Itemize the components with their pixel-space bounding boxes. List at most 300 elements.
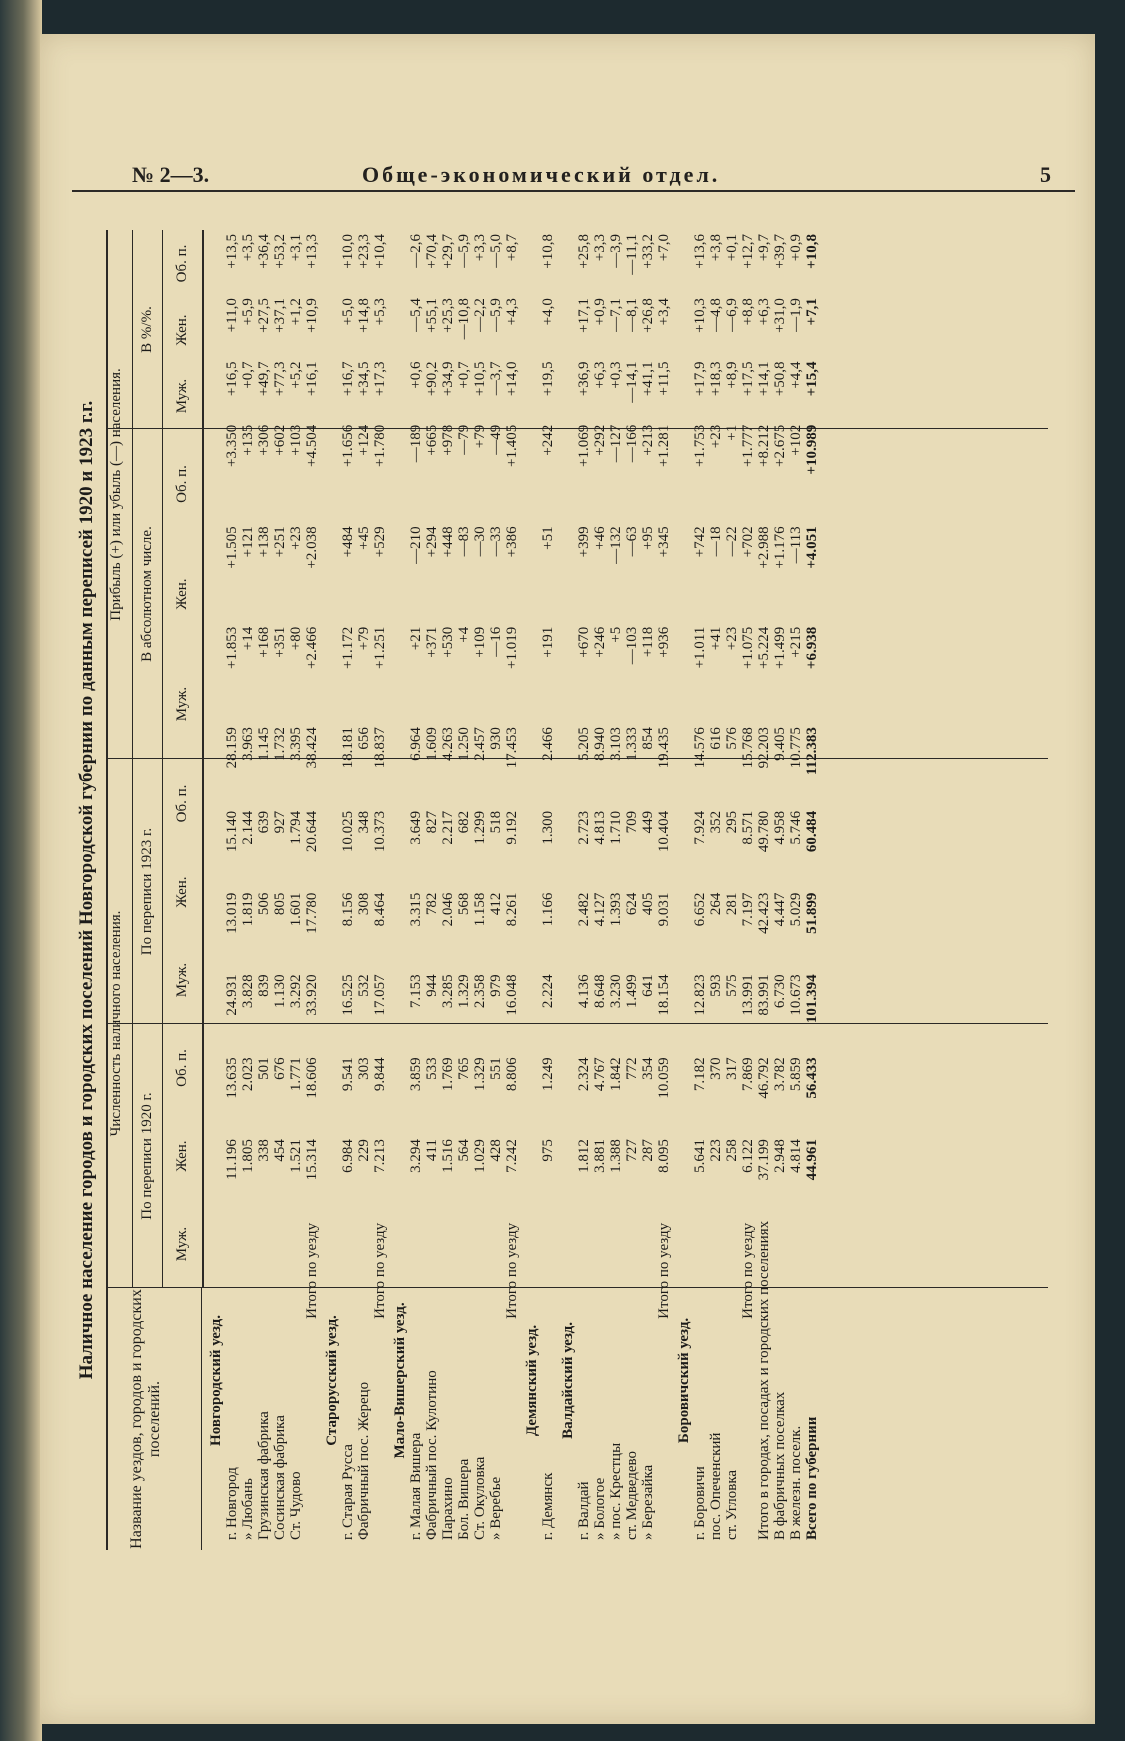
cell-value: +27,5 (256, 298, 272, 333)
cell-value: +4,4 (788, 361, 804, 389)
cell-value: +17,5 (740, 361, 756, 397)
table-row (288, 230, 304, 1550)
cell-value: +23 (288, 526, 304, 550)
cell-value: 7.182 (692, 1057, 708, 1092)
cell-value: +23,3 (356, 234, 372, 269)
cell-value: 1.609 (424, 727, 440, 761)
table-row (804, 230, 820, 1550)
cell-value: 1.300 (540, 810, 556, 845)
cell-value: 352 (708, 810, 724, 834)
cell-value: 765 (456, 1057, 472, 1080)
cell-value: +8,7 (504, 234, 520, 262)
cell-value: —5,9 (456, 234, 472, 268)
cell-value: 354 (640, 1057, 656, 1080)
sub-header: Жен. (162, 848, 204, 936)
cell-value: 3.649 (408, 810, 424, 845)
cell-value: 49.780 (756, 810, 772, 853)
cell-value: +1 (724, 424, 740, 441)
cell-value: 1.516 (440, 1139, 456, 1173)
cell-value: +1.011 (692, 626, 708, 669)
cell-value: 83.991 (756, 974, 772, 1016)
cell-value: +10,0 (340, 234, 356, 269)
cell-value: 18.606 (304, 1057, 320, 1099)
cell-value: —3,9 (608, 234, 624, 268)
cell-value: 42.423 (756, 892, 772, 934)
sub-header: Об. п. (162, 230, 204, 297)
cell-value: +10,5 (472, 361, 488, 397)
cell-value: 281 (724, 892, 740, 916)
cell-value: 1.250 (456, 727, 472, 761)
cell-value: +53,2 (272, 234, 288, 269)
table-row (204, 230, 224, 1550)
cell-value: +742 (692, 526, 708, 558)
cell-value: +18,3 (708, 361, 724, 397)
cell-value: 3.828 (240, 974, 256, 1009)
cell-value: 576 (724, 727, 740, 750)
table-row (372, 230, 388, 1550)
department-title: Обще-экономический отдел. (362, 162, 721, 187)
table-row (320, 230, 340, 1550)
cell-value: +10,8 (804, 234, 820, 269)
table-row (456, 230, 472, 1550)
cell-value: 1.812 (576, 1139, 592, 1173)
cell-value: 8.571 (740, 810, 756, 845)
cell-value: +2.038 (304, 526, 320, 569)
cell-value: 727 (624, 1139, 640, 1162)
cell-value: 15.768 (740, 727, 756, 769)
cell-value: 370 (708, 1057, 724, 1080)
cell-value: 9.192 (504, 810, 520, 845)
sub-header: Жен. (162, 297, 204, 363)
cell-value: 1.158 (472, 892, 488, 927)
cell-value: +4,0 (540, 298, 556, 326)
cell-value: +8,8 (740, 298, 756, 326)
cell-value: +36,9 (576, 361, 592, 397)
cell-value: —6,9 (724, 298, 740, 332)
table-row (672, 230, 692, 1550)
cell-value: 2.948 (772, 1139, 788, 1173)
cell-value: +936 (656, 626, 672, 658)
table-row (272, 230, 288, 1550)
cell-value: —11,1 (624, 234, 640, 275)
cell-value: 51.899 (804, 892, 820, 934)
cell-value: +1.019 (504, 626, 520, 669)
cell-value: +7,1 (804, 298, 820, 326)
row-label: Фабричный пос. Кулотино (424, 1370, 440, 1540)
cell-value: 18.154 (656, 974, 672, 1016)
cell-value: +1.281 (656, 424, 672, 467)
cell-value: 13.635 (224, 1057, 240, 1099)
cell-value: +70,4 (424, 234, 440, 269)
cell-value: 6.984 (340, 1139, 356, 1173)
cell-value: —30 (472, 526, 488, 557)
cell-value: 3.292 (288, 974, 304, 1009)
cell-value: 1.732 (272, 727, 288, 761)
cell-value: —63 (624, 526, 640, 557)
cell-value: 4.767 (592, 1057, 608, 1092)
cell-value: 532 (356, 974, 372, 997)
cell-value: +7,0 (656, 234, 672, 262)
row-label: Итого по уезду (304, 1222, 320, 1319)
row-label: Парахино (440, 1477, 456, 1540)
table-row (656, 230, 672, 1550)
table-row (772, 230, 788, 1550)
page-header (72, 134, 1075, 192)
cell-value: 92.203 (756, 727, 772, 769)
cell-value: +95 (640, 526, 656, 550)
cell-value: +41 (708, 626, 724, 651)
cell-value: 10.059 (656, 1057, 672, 1099)
cell-value: +5.224 (756, 626, 772, 669)
page (40, 34, 1095, 1724)
cell-value: 1.329 (456, 974, 472, 1009)
cell-value: +1.499 (772, 626, 788, 669)
cell-value: +5,0 (340, 298, 356, 326)
cell-value: 2.324 (576, 1057, 592, 1092)
cell-value: 616 (708, 727, 724, 750)
cell-value: 3.963 (240, 727, 256, 761)
cell-value: 15.140 (224, 810, 240, 853)
cell-value: 506 (256, 892, 272, 916)
cell-value: 6.730 (772, 974, 788, 1009)
cell-value: +0,7 (456, 361, 472, 389)
change-group-header: Прибыль (+) или убыль (—) населения. (108, 230, 133, 759)
cell-value: 7.869 (740, 1057, 756, 1092)
table-row (556, 230, 576, 1550)
cell-value: 4.136 (576, 974, 592, 1009)
cell-value: 1.521 (288, 1139, 304, 1173)
cell-value: —113 (788, 526, 804, 564)
cell-value: 317 (724, 1057, 740, 1080)
cell-value: +448 (440, 526, 456, 558)
table-row (224, 230, 240, 1550)
cell-value: 1.145 (256, 727, 272, 761)
data-table (204, 230, 820, 1550)
cell-value: 38.424 (304, 727, 320, 769)
cell-value: 12.823 (692, 974, 708, 1016)
cell-value: +246 (592, 626, 608, 658)
cell-value: —16 (488, 626, 504, 657)
row-label: » пос. Крестцы (608, 1442, 624, 1540)
section-heading: Демянский уезд. (524, 1324, 540, 1437)
cell-value: +33,2 (640, 234, 656, 269)
cell-value: +10,3 (692, 298, 708, 333)
cell-value: +1,2 (288, 298, 304, 326)
cell-value: +39,7 (772, 234, 788, 269)
cell-value: +46 (592, 526, 608, 550)
cell-value: 18.837 (372, 727, 388, 769)
cell-value: 428 (488, 1139, 504, 1162)
cell-value: 56.433 (804, 1057, 820, 1099)
cell-value: —33 (488, 526, 504, 557)
cell-value: +118 (640, 626, 656, 658)
table-row (756, 230, 772, 1550)
cell-value: +1.505 (224, 526, 240, 569)
cell-value: +14 (240, 626, 256, 651)
section-heading: Новгородский уезд. (208, 1314, 224, 1446)
cell-value: 10.373 (372, 810, 388, 853)
cell-value: 1.499 (624, 974, 640, 1009)
cell-value: +215 (788, 626, 804, 658)
sub-header: Муж. (162, 363, 204, 429)
cell-value: +5,2 (288, 361, 304, 389)
cell-value: 568 (456, 892, 472, 916)
cell-value: 1.710 (608, 810, 624, 845)
cell-value: +6.938 (804, 626, 820, 670)
cell-value: 14.576 (692, 727, 708, 769)
cell-value: 8.940 (592, 727, 608, 761)
table-title: Наличное население городов и городских поселений Новгородской губернии по данным переписей 1920 и 1923 г.г. (68, 230, 108, 1550)
cell-value: 348 (356, 810, 372, 834)
cell-value: 5.641 (692, 1139, 708, 1173)
cell-value: 979 (488, 974, 504, 997)
cell-value: +292 (592, 424, 608, 456)
cell-value: +4.051 (804, 526, 820, 569)
cell-value: +386 (504, 526, 520, 558)
table-row (440, 230, 456, 1550)
cell-value: 7.242 (504, 1139, 520, 1173)
cell-value: +50,8 (772, 361, 788, 397)
cell-value: —166 (624, 424, 640, 463)
cell-value: +16,1 (304, 361, 320, 397)
cell-value: +14,1 (756, 361, 772, 397)
cell-value: 1.166 (540, 892, 556, 927)
cell-value: 8.648 (592, 974, 608, 1009)
cell-value: 20.644 (304, 810, 320, 853)
cell-value: +670 (576, 626, 592, 658)
cell-value: +49,7 (256, 361, 272, 397)
cell-value: 551 (488, 1057, 504, 1080)
table-row (424, 230, 440, 1550)
cell-value: +8.212 (756, 424, 772, 467)
cell-value: +665 (424, 424, 440, 456)
table-row (576, 230, 592, 1550)
cell-value: 593 (708, 974, 724, 997)
cell-value: 1.771 (288, 1057, 304, 1092)
row-label: » Любань (240, 1478, 256, 1540)
cell-value: 37.199 (756, 1139, 772, 1181)
cell-value: +25,8 (576, 234, 592, 269)
cell-value: +29,7 (440, 234, 456, 269)
cell-value: 4.958 (772, 810, 788, 845)
cell-value: 2.046 (440, 892, 456, 927)
cell-value: +3,1 (288, 234, 304, 262)
row-label: Ст. Окуловка (472, 1456, 488, 1540)
cell-value: 639 (256, 810, 272, 834)
cell-value: +138 (256, 526, 272, 558)
cell-value: 927 (272, 810, 288, 834)
sub-header: Об. п. (162, 759, 204, 848)
cell-value: +79 (356, 626, 372, 651)
cell-value: +3,3 (472, 234, 488, 262)
cell-value: +31,0 (772, 298, 788, 333)
cell-value: 2.358 (472, 974, 488, 1009)
cell-value: 46.792 (756, 1057, 772, 1099)
cell-value: 9.031 (656, 892, 672, 927)
table-row (608, 230, 624, 1550)
cell-value: +294 (424, 526, 440, 558)
cell-value: 15.314 (304, 1139, 320, 1181)
cell-value: +109 (472, 626, 488, 658)
cell-value: —10,8 (456, 298, 472, 340)
cell-value: 24.931 (224, 974, 240, 1016)
row-label: Всего по губернии (804, 1416, 820, 1540)
cell-value: +19,5 (540, 361, 556, 397)
cell-value: +80 (288, 626, 304, 651)
cell-value: 338 (256, 1139, 272, 1162)
cell-value: 3.285 (440, 974, 456, 1009)
cell-value: —4,8 (708, 298, 724, 332)
cell-value: 8.156 (340, 892, 356, 927)
row-label: Итого по уезду (656, 1222, 672, 1319)
sub-header: Жен. (162, 539, 204, 649)
row-label: пос. Опеченский (708, 1432, 724, 1540)
cell-value: +3,5 (240, 234, 256, 262)
cell-value: 3.103 (608, 727, 624, 761)
issue-number: № 2—3. (132, 162, 210, 187)
cell-value: 1.299 (472, 810, 488, 845)
cell-value: +0,3 (608, 361, 624, 389)
cell-value: —132 (608, 526, 624, 564)
sub-header: Жен. (162, 1112, 204, 1200)
census-1920-header: По переписи 1920 г. (132, 1024, 163, 1288)
cell-value: +529 (372, 526, 388, 558)
cell-value: +13,6 (692, 234, 708, 269)
cell-value: 303 (356, 1057, 372, 1080)
cell-value: 1.249 (540, 1057, 556, 1092)
cell-value: 676 (272, 1057, 288, 1080)
cell-value: —189 (408, 424, 424, 463)
cell-value: +484 (340, 526, 356, 558)
cell-value: +102 (788, 424, 804, 456)
cell-value: —7,1 (608, 298, 624, 332)
absolute-header: В абсолютном числе. (132, 429, 163, 759)
cell-value: —14,1 (624, 361, 640, 403)
row-label: г. Боровичи (692, 1466, 708, 1540)
cell-value: +51 (540, 526, 556, 550)
cell-value: 7.153 (408, 974, 424, 1009)
table-row (540, 230, 556, 1550)
row-label: Фабричный пос. Жерецо (356, 1381, 372, 1540)
cell-value: +34,9 (440, 361, 456, 397)
cell-value: 28.159 (224, 727, 240, 769)
cell-value: +1.176 (772, 526, 788, 569)
cell-value: 4.814 (788, 1139, 804, 1173)
section-heading: Боровичский уезд. (676, 1317, 692, 1444)
cell-value: 3.395 (288, 727, 304, 761)
cell-value: —2,6 (408, 234, 424, 268)
cell-value: 2.217 (440, 810, 456, 845)
cell-value: 11.196 (224, 1139, 240, 1180)
cell-value: 533 (424, 1057, 440, 1080)
cell-value: +1.075 (740, 626, 756, 669)
section-heading: Мало-Вишерский уезд. (392, 1302, 408, 1459)
cell-value: +3,3 (592, 234, 608, 262)
cell-value: 1.769 (440, 1057, 456, 1092)
cell-value: 449 (640, 810, 656, 834)
cell-value: +351 (272, 626, 288, 658)
row-label: Грузинская фабрика (256, 1411, 272, 1540)
cell-value: 8.261 (504, 892, 520, 927)
cell-value: +13,3 (304, 234, 320, 269)
cell-value: —5,0 (488, 234, 504, 268)
cell-value: 16.048 (504, 974, 520, 1016)
table-row (488, 230, 504, 1550)
cell-value: 4.263 (440, 727, 456, 761)
row-label: В фабричных поселках (772, 1391, 788, 1540)
cell-value: +242 (540, 424, 556, 456)
table-row (640, 230, 656, 1550)
book-binding (0, 0, 42, 1741)
cell-value: 5.859 (788, 1057, 804, 1092)
cell-value: 454 (272, 1139, 288, 1162)
cell-value: 2.466 (540, 727, 556, 761)
cell-value: —22 (724, 526, 740, 557)
cell-value: +1.853 (224, 626, 240, 669)
cell-value: +168 (256, 626, 272, 658)
cell-value: 264 (708, 892, 724, 916)
cell-value: 33.920 (304, 974, 320, 1016)
row-label: Итого по уезду (504, 1222, 520, 1319)
cell-value: 2.457 (472, 727, 488, 761)
cell-value: 13.991 (740, 974, 756, 1016)
cell-value: +1.172 (340, 626, 356, 669)
table-row (708, 230, 724, 1550)
cell-value: 5.205 (576, 727, 592, 761)
rotated-table (68, 230, 1058, 1550)
row-label: Бол. Вишера (456, 1458, 472, 1540)
cell-value: 10.025 (340, 810, 356, 853)
cell-value: 3.294 (408, 1139, 424, 1173)
cell-value: 3.315 (408, 892, 424, 927)
cell-value: +13,5 (224, 234, 240, 269)
cell-value: +21 (408, 626, 424, 651)
cell-value: +9,7 (756, 234, 772, 262)
table-row (388, 230, 408, 1550)
cell-value: +11,0 (224, 298, 240, 333)
cell-value: 839 (256, 974, 272, 997)
cell-value: 2.144 (240, 810, 256, 845)
cell-value: 8.806 (504, 1057, 520, 1092)
cell-value: +1.753 (692, 424, 708, 467)
table-row (740, 230, 756, 1550)
table-row (408, 230, 424, 1550)
table-row (724, 230, 740, 1550)
table-row (240, 230, 256, 1550)
cell-value: 2.224 (540, 974, 556, 1009)
table-row (692, 230, 708, 1550)
cell-value: 19.435 (656, 727, 672, 769)
row-label: г. Демянск (540, 1472, 556, 1540)
cell-value: +45 (356, 526, 372, 550)
cell-value: 3.230 (608, 974, 624, 1009)
row-label: Сосинская фабрика (272, 1415, 288, 1540)
cell-value: +5 (608, 626, 624, 643)
cell-value: +1.251 (372, 626, 388, 669)
cell-value: 1.029 (472, 1139, 488, 1173)
cell-value: 3.859 (408, 1057, 424, 1092)
cell-value: 18.181 (340, 727, 356, 769)
cell-value: 518 (488, 810, 504, 834)
cell-value: +1.405 (504, 424, 520, 467)
table-row (356, 230, 372, 1550)
cell-value: +5,9 (240, 298, 256, 326)
cell-value: 258 (724, 1139, 740, 1162)
cell-value: —18 (708, 526, 724, 557)
table-row (788, 230, 804, 1550)
table-row (504, 230, 520, 1550)
cell-value: +702 (740, 526, 756, 558)
